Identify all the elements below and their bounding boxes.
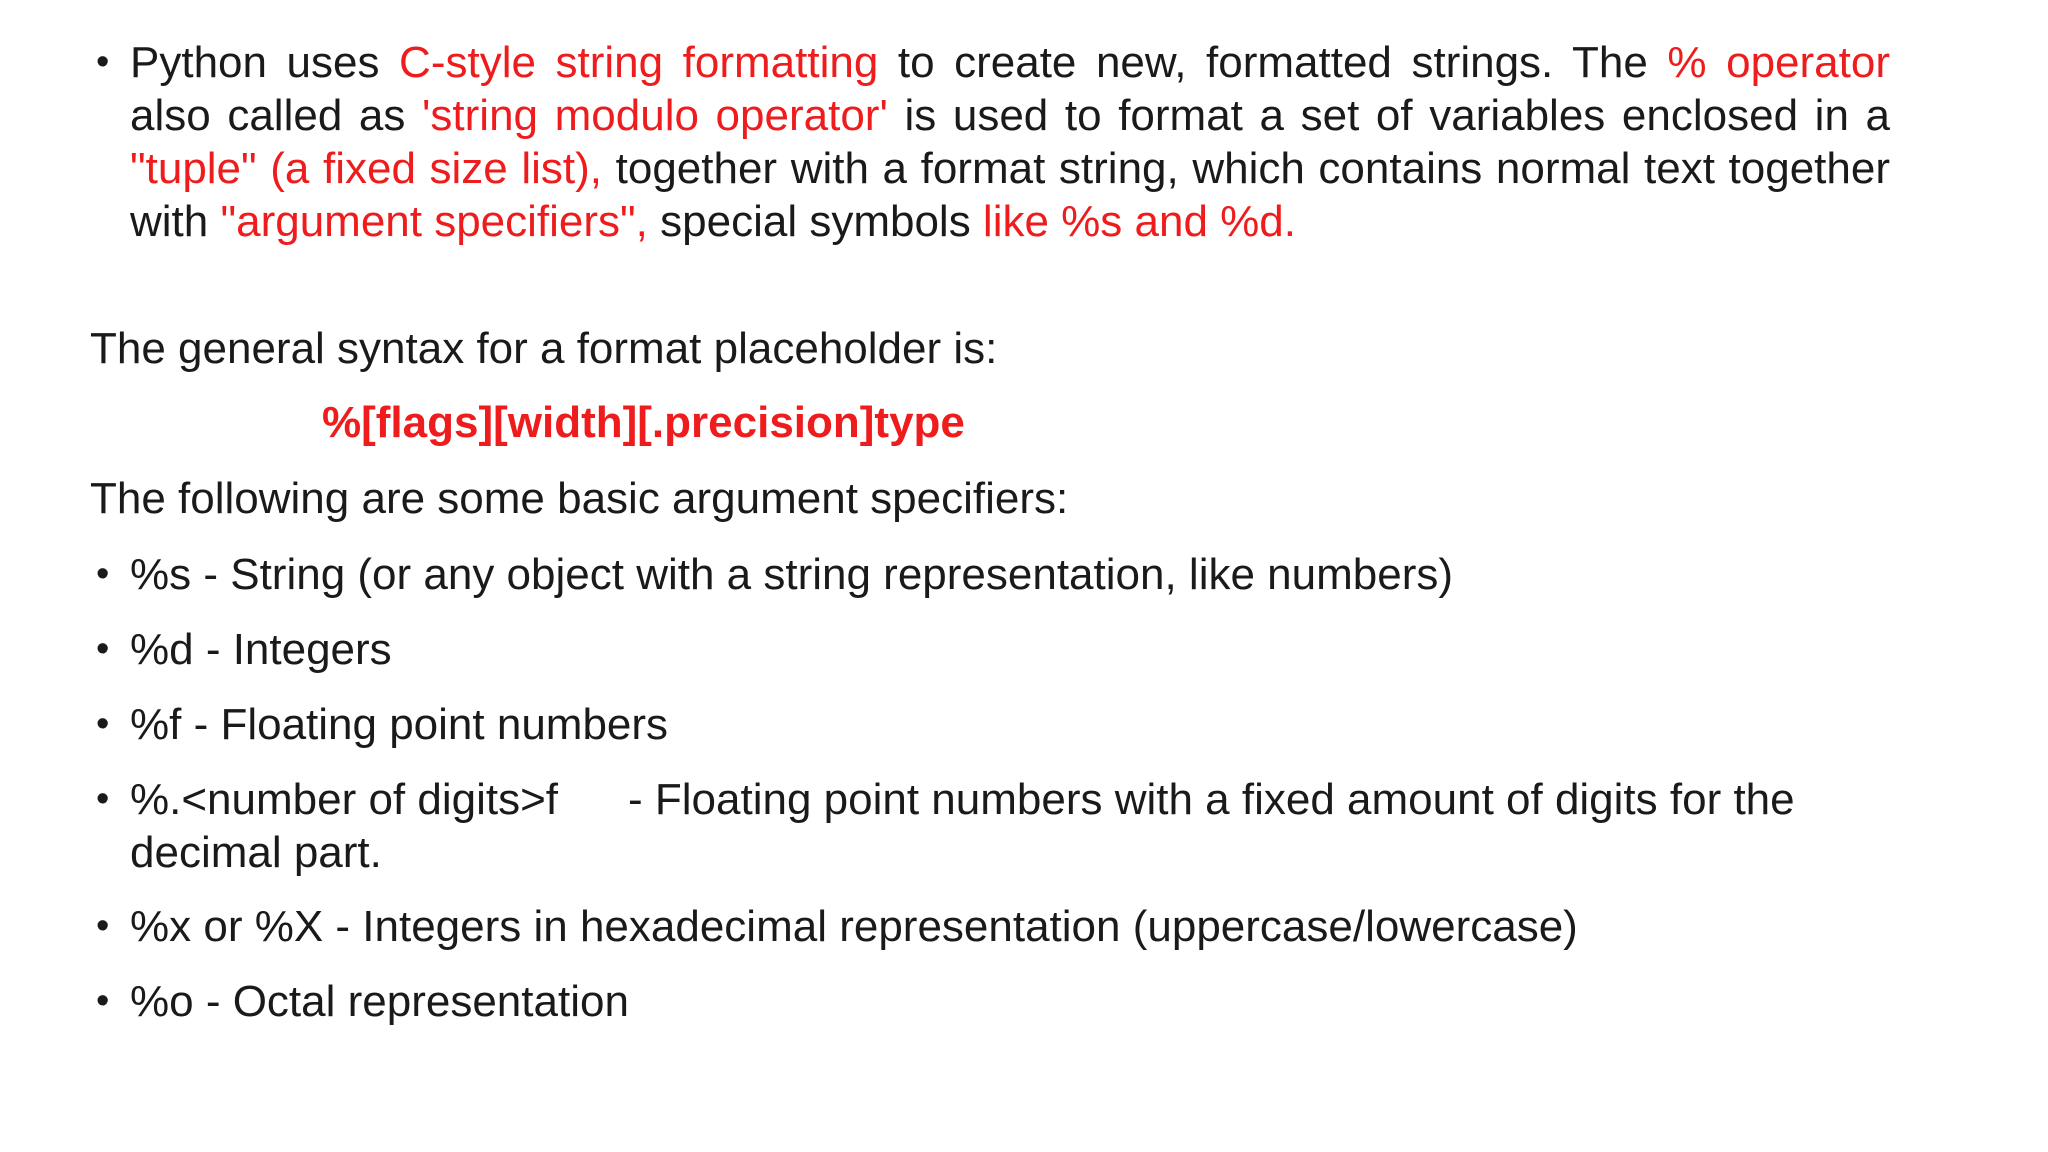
intro-highlight: 'string modulo operator': [422, 91, 888, 140]
specifier-code: %.<number of digits>f: [130, 775, 559, 824]
specifier-text: [130, 773, 1850, 879]
specifier-item: [96, 900, 1896, 953]
intro-paragraph: [130, 36, 1890, 248]
syntax-placeholder: %[flags][width][.precision]type: [322, 398, 965, 447]
bullet-icon: •: [96, 41, 110, 83]
specifier-text: %f - Floating point numbers: [130, 700, 669, 749]
intro-text: to create new, formatted strings. The: [878, 38, 1668, 87]
specifier-item: [96, 548, 1896, 601]
intro-text: also called as: [130, 91, 423, 140]
specifier-text: %o - Octal representation: [130, 977, 629, 1026]
intro-text: special symbols: [647, 197, 983, 246]
specifier-text: %d - Integers: [130, 625, 392, 674]
specifier-item: [96, 975, 1896, 1028]
intro-bullet: [96, 36, 1896, 248]
specifiers-intro: The following are some basic argument specifiers:: [90, 474, 1069, 523]
specifier-description: - Floating point numbers with a fixed amount of digits for the decimal part.: [130, 775, 1795, 877]
bullet-icon: •: [96, 553, 110, 595]
bullet-icon: •: [96, 980, 110, 1022]
intro-text: together with a format string, which contains normal text together with: [130, 144, 1890, 246]
intro-highlight: "argument specifiers",: [220, 197, 648, 246]
intro-highlight: "tuple" (a fixed size list),: [130, 144, 603, 193]
bullet-icon: •: [96, 628, 110, 670]
intro-text: Python uses: [130, 38, 400, 87]
intro-highlight: C-style string formatting: [399, 38, 879, 87]
intro-highlight: % operator: [1667, 38, 1890, 87]
specifier-item: [96, 698, 1896, 751]
specifier-text: %x or %X - Integers in hexadecimal representation (uppercase/lowercase): [130, 902, 1578, 951]
specifier-item: [96, 773, 1896, 879]
specifier-text: %s - String (or any object with a string representation, like numbers): [130, 550, 1454, 599]
syntax-intro: The general syntax for a format placeholder is:: [90, 324, 998, 373]
bullet-icon: •: [96, 703, 110, 745]
intro-highlight: like %s and %d.: [982, 197, 1296, 246]
bullet-icon: •: [96, 778, 110, 820]
bullet-icon: •: [96, 905, 110, 947]
intro-text: is used to format a set of variables enclosed in a: [887, 91, 1891, 140]
specifier-item: [96, 623, 1896, 676]
